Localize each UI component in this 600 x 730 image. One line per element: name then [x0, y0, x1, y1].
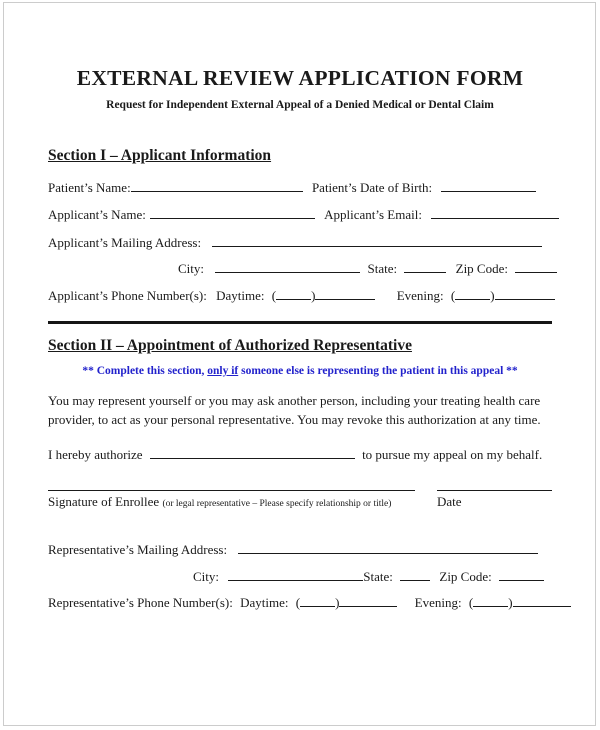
- rep-zip-blank[interactable]: [499, 578, 544, 581]
- applicant-name-blank[interactable]: [150, 216, 315, 219]
- date-blank[interactable]: [437, 480, 552, 491]
- note-only-if: only if: [207, 365, 239, 377]
- section1-heading: Section I – Applicant Information: [48, 147, 272, 164]
- applicant-zip-label: Zip Code:: [455, 261, 508, 276]
- applicant-address-row: [48, 235, 552, 251]
- patient-dob-label: Patient’s Date of Birth:: [311, 180, 433, 195]
- rep-daytime-number-blank[interactable]: [339, 604, 397, 607]
- applicant-email-label: Applicant’s Email:: [324, 207, 422, 222]
- patient-name-label: Patient’s Name:: [48, 180, 131, 195]
- applicant-phone-label: Applicant’s Phone Number(s):: [48, 288, 207, 303]
- rep-state-label: State:: [363, 569, 393, 584]
- authorize-name-blank[interactable]: [150, 456, 355, 459]
- patient-row: [48, 180, 552, 196]
- rep-daytime-label: Daytime:: [240, 595, 289, 610]
- signature-label-line: [48, 494, 415, 510]
- applicant-address-label: Applicant’s Mailing Address:: [48, 235, 202, 250]
- authorize-suffix-label: to pursue my appeal on my behalf.: [362, 447, 543, 462]
- applicant-address-blank[interactable]: [212, 244, 542, 247]
- authorize-row: [48, 447, 552, 463]
- signature-label: Signature of Enrollee: [48, 494, 160, 509]
- rep-address-blank[interactable]: [238, 551, 538, 554]
- signature-block: [48, 480, 552, 510]
- rep-daytime-paren-open: (: [295, 595, 301, 610]
- section2-heading: Section II – Appointment of Authorized Representative: [48, 337, 412, 354]
- applicant-city-blank[interactable]: [215, 270, 360, 273]
- form-title: EXTERNAL REVIEW APPLICATION FORM: [76, 66, 524, 90]
- applicant-name-label: Applicant’s Name:: [48, 207, 146, 222]
- rep-evening-paren-close: ): [508, 595, 513, 610]
- applicant-daytime-area-blank[interactable]: [276, 297, 311, 300]
- representation-paragraph: You may represent yourself or you may ask another person, including your treating health care provider, to act as your personal representative. You may revoke this authorization at any time.: [48, 393, 541, 427]
- date-column: [437, 480, 552, 510]
- daytime-paren-close: ): [311, 288, 316, 303]
- rep-evening-area-blank[interactable]: [473, 604, 508, 607]
- rep-evening-number-blank[interactable]: [513, 604, 571, 607]
- daytime-paren-open: (: [271, 288, 277, 303]
- rep-daytime-area-blank[interactable]: [300, 604, 335, 607]
- rep-evening-paren-open: (: [468, 595, 474, 610]
- rep-evening-label: Evening:: [414, 595, 462, 610]
- applicant-state-label: State:: [367, 261, 398, 276]
- applicant-email-blank[interactable]: [431, 216, 559, 219]
- rep-address-label: Representative’s Mailing Address:: [48, 542, 228, 557]
- applicant-city-label: City:: [178, 261, 205, 276]
- applicant-zip-blank[interactable]: [515, 270, 557, 273]
- patient-name-blank[interactable]: [131, 189, 303, 192]
- applicant-phone-row: [48, 288, 552, 304]
- note-suffix: someone else is representing the patient in this appeal **: [238, 365, 518, 377]
- rep-phone-label: Representative’s Phone Number(s):: [48, 595, 233, 610]
- patient-dob-blank[interactable]: [441, 189, 536, 192]
- date-label: Date: [437, 494, 462, 509]
- section2-note: [48, 365, 552, 377]
- rep-city-row: [48, 569, 552, 585]
- applicant-evening-label: Evening:: [396, 288, 444, 303]
- applicant-city-row: [48, 261, 552, 277]
- section-divider: [48, 321, 552, 324]
- note-prefix: ** Complete this section,: [82, 365, 208, 377]
- evening-paren-open: (: [450, 288, 456, 303]
- signature-sublabel: (or legal representative – Please specify relationship or title): [162, 499, 392, 509]
- rep-city-blank[interactable]: [228, 578, 363, 581]
- applicant-daytime-number-blank[interactable]: [315, 297, 375, 300]
- rep-phone-row: [48, 595, 552, 611]
- applicant-evening-area-blank[interactable]: [455, 297, 490, 300]
- form-subtitle: Request for Independent External Appeal of a Denied Medical or Dental Claim: [106, 99, 494, 111]
- applicant-daytime-label: Daytime:: [216, 288, 265, 303]
- rep-state-blank[interactable]: [400, 578, 430, 581]
- applicant-row: [48, 207, 552, 223]
- applicant-evening-number-blank[interactable]: [495, 297, 555, 300]
- rep-address-row: [48, 542, 552, 558]
- rep-daytime-paren-close: ): [335, 595, 340, 610]
- rep-city-label: City:: [193, 569, 220, 584]
- form-content: [48, 0, 552, 730]
- evening-paren-close: ): [490, 288, 495, 303]
- rep-zip-label: Zip Code:: [439, 569, 492, 584]
- applicant-state-blank[interactable]: [404, 270, 446, 273]
- signature-blank[interactable]: [48, 480, 415, 491]
- authorize-prefix-label: I hereby authorize: [48, 447, 143, 462]
- signature-column: [48, 480, 415, 510]
